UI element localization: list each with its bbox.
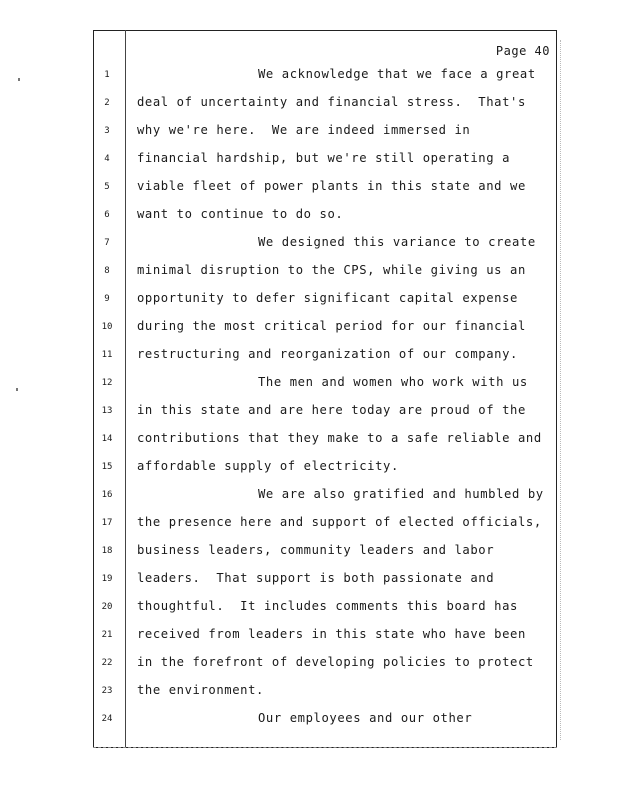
transcript-line [93,708,557,736]
line-text: in the forefront of developing policies to protect [137,655,534,669]
transcript-line [93,596,557,624]
transcript-line [93,568,557,596]
transcript-line [93,428,557,456]
transcript-line [93,92,557,120]
line-number: 12 [101,378,113,388]
transcript-line [93,148,557,176]
line-number: 8 [104,266,110,276]
line-text: viable fleet of power plants in this state and we [137,179,526,193]
transcript-line [93,680,557,708]
line-number: 14 [101,434,113,444]
transcript-line [93,316,557,344]
line-text: opportunity to defer significant capital expense [137,291,518,305]
line-number: 18 [101,546,113,556]
bottom-scan-strip [93,747,557,752]
line-text: during the most critical period for our financial [137,319,526,333]
line-text: affordable supply of electricity. [137,459,399,473]
scan-edge-marks [560,40,565,740]
line-text: We are also gratified and humbled by [258,487,544,501]
transcript-line [93,176,557,204]
line-number: 22 [101,658,113,668]
transcript-line [93,400,557,428]
transcript-line [93,288,557,316]
line-number: 2 [104,98,110,108]
transcript-line [93,232,557,260]
transcript-line [93,64,557,92]
transcript-line [93,344,557,372]
line-text: the environment. [137,683,264,697]
line-text: business leaders, community leaders and labor [137,543,495,557]
line-number: 11 [101,350,113,360]
transcript-line [93,652,557,680]
line-number: 9 [104,294,110,304]
line-text: in this state and are here today are proud of the [137,403,526,417]
transcript-line [93,260,557,288]
scan-speck [16,388,18,391]
line-number: 16 [101,490,113,500]
line-text: Our employees and our other [258,711,473,725]
line-number: 5 [104,182,110,192]
transcript-line [93,512,557,540]
line-number: 21 [101,630,113,640]
transcript-line [93,484,557,512]
line-text: deal of uncertainty and financial stress. That's [137,95,526,109]
line-number: 6 [104,210,110,220]
line-number: 13 [101,406,113,416]
line-text: financial hardship, but we're still operating a [137,151,511,165]
transcript-line [93,456,557,484]
line-number: 7 [104,238,110,248]
transcript-line [93,120,557,148]
transcript-line [93,624,557,652]
transcript-line [93,540,557,568]
line-number: 10 [101,322,113,332]
transcript-line [93,204,557,232]
line-number: 3 [104,126,110,136]
line-text: thoughtful. It includes comments this board has [137,599,518,613]
transcript-line [93,372,557,400]
line-text: want to continue to do so. [137,207,344,221]
line-text: We acknowledge that we face a great [258,67,536,81]
line-text: leaders. That support is both passionate and [137,571,495,585]
line-number: 24 [101,714,113,724]
line-number: 17 [101,518,113,528]
line-text: contributions that they make to a safe reliable and [137,431,542,445]
line-text: The men and women who work with us [258,375,528,389]
line-text: why we're here. We are indeed immersed in [137,123,471,137]
line-number: 1 [104,70,110,80]
line-number: 23 [101,686,113,696]
page-number: Page 40 [495,44,550,58]
line-text: received from leaders in this state who have been [137,627,526,641]
line-number: 4 [104,154,110,164]
line-text: restructuring and reorganization of our company. [137,347,518,361]
scan-speck [18,78,20,81]
line-text: We designed this variance to create [258,235,536,249]
transcript-body [93,64,557,736]
line-number: 19 [101,574,113,584]
line-number: 20 [101,602,113,612]
line-text: the presence here and support of elected officials, [137,515,542,529]
line-number: 15 [101,462,113,472]
line-text: minimal disruption to the CPS, while giving us an [137,263,526,277]
